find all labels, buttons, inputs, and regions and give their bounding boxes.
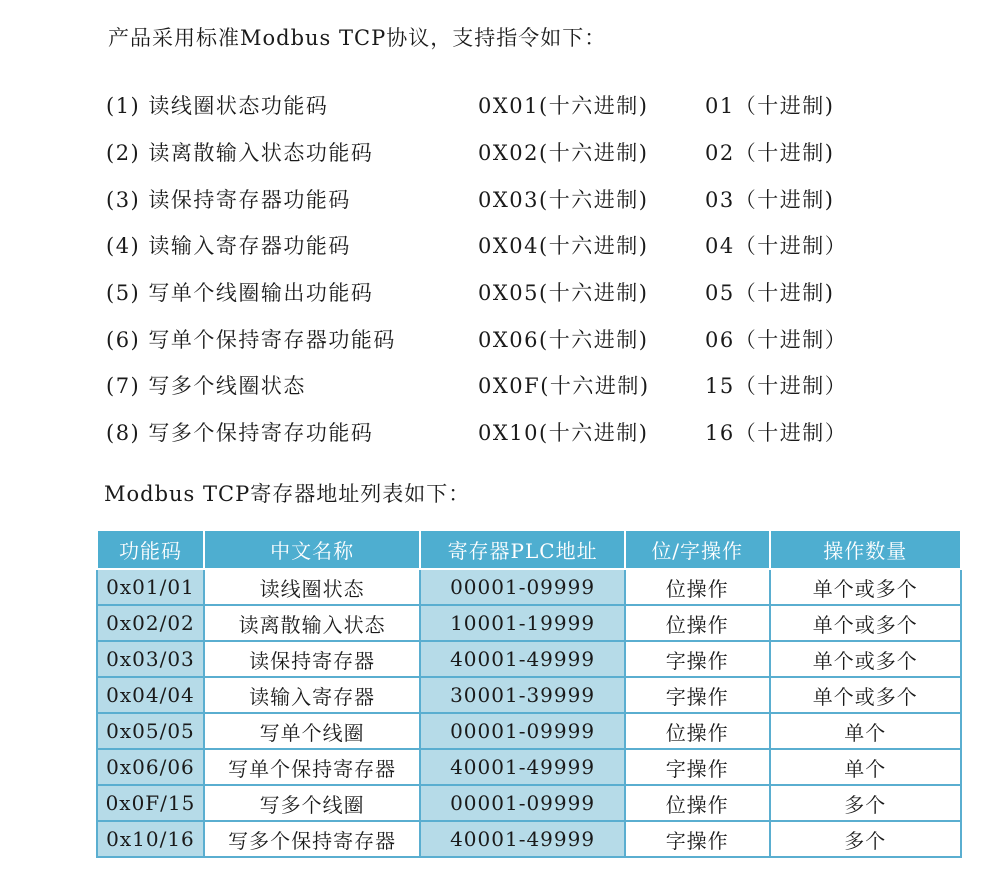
cell-chinese-name: 读线圈状态 <box>204 569 420 605</box>
cell-function-code: 0x03/03 <box>97 641 204 677</box>
function-code-dec: 16（十进制） <box>705 421 848 446</box>
function-code-name: (1) 读线圈状态功能码 <box>106 94 329 119</box>
header-chinese-name: 中文名称 <box>204 530 420 569</box>
cell-function-code: 0x0F/15 <box>97 785 204 821</box>
function-code-item <box>106 129 847 176</box>
function-code-hex: 0X04(十六进制) <box>478 234 649 259</box>
function-code-name: (6) 写单个保持寄存器功能码 <box>106 327 396 352</box>
table-row <box>97 605 961 641</box>
function-code-item <box>106 315 847 362</box>
cell-chinese-name: 写多个线圈 <box>204 785 420 821</box>
cell-chinese-name: 写多个保持寄存器 <box>204 821 420 857</box>
table-row <box>97 641 961 677</box>
cell-op-count: 单个或多个 <box>770 605 962 641</box>
cell-bit-word-op: 位操作 <box>625 785 770 821</box>
cell-op-count: 单个或多个 <box>770 641 962 677</box>
intro-text: 产品采用标准Modbus TCP协议，支持指令如下： <box>108 26 607 50</box>
cell-plc-address: 30001-39999 <box>420 677 625 713</box>
cell-bit-word-op: 字操作 <box>625 821 770 857</box>
cell-chinese-name: 读保持寄存器 <box>204 641 420 677</box>
table-row <box>97 713 961 749</box>
table-row <box>97 821 961 857</box>
function-code-dec: 05（十进制) <box>705 281 835 306</box>
cell-chinese-name: 读离散输入状态 <box>204 605 420 641</box>
cell-op-count: 单个 <box>770 713 962 749</box>
function-code-hex: 0X03(十六进制) <box>478 187 649 212</box>
table-row <box>97 677 961 713</box>
cell-function-code: 0x01/01 <box>97 569 204 605</box>
function-code-dec: 04（十进制） <box>705 234 848 259</box>
function-code-name: (2) 读离散输入状态功能码 <box>106 141 374 166</box>
cell-chinese-name: 写单个线圈 <box>204 713 420 749</box>
function-code-name: (5) 写单个线圈输出功能码 <box>106 281 374 306</box>
function-code-name: (3) 读保持寄存器功能码 <box>106 187 351 212</box>
cell-chinese-name: 读输入寄存器 <box>204 677 420 713</box>
function-code-hex: 0X02(十六进制) <box>478 141 649 166</box>
function-code-name: (7) 写多个线圈状态 <box>106 374 306 399</box>
cell-function-code: 0x10/16 <box>97 821 204 857</box>
cell-plc-address: 40001-49999 <box>420 749 625 785</box>
table-row <box>97 569 961 605</box>
function-code-item <box>106 269 847 316</box>
table-row <box>97 749 961 785</box>
function-code-name: (8) 写多个保持寄存功能码 <box>106 421 374 446</box>
function-code-hex: 0X10(十六进制) <box>478 421 649 446</box>
cell-bit-word-op: 字操作 <box>625 677 770 713</box>
cell-op-count: 多个 <box>770 821 962 857</box>
cell-bit-word-op: 位操作 <box>625 713 770 749</box>
cell-function-code: 0x06/06 <box>97 749 204 785</box>
function-code-hex: 0X0F(十六进制) <box>478 374 650 399</box>
cell-chinese-name: 写单个保持寄存器 <box>204 749 420 785</box>
cell-op-count: 多个 <box>770 785 962 821</box>
cell-plc-address: 40001-49999 <box>420 641 625 677</box>
cell-bit-word-op: 字操作 <box>625 749 770 785</box>
cell-bit-word-op: 位操作 <box>625 605 770 641</box>
header-plc-address: 寄存器PLC地址 <box>420 530 625 569</box>
function-code-dec: 01（十进制) <box>705 94 835 119</box>
function-code-item <box>106 175 847 222</box>
function-code-item <box>106 222 847 269</box>
cell-plc-address: 00001-09999 <box>420 713 625 749</box>
cell-op-count: 单个 <box>770 749 962 785</box>
cell-function-code: 0x05/05 <box>97 713 204 749</box>
function-code-hex: 0X01(十六进制) <box>478 94 649 119</box>
cell-plc-address: 00001-09999 <box>420 785 625 821</box>
table-title: Modbus TCP寄存器地址列表如下： <box>104 482 471 506</box>
function-code-hex: 0X05(十六进制) <box>478 281 649 306</box>
function-code-dec: 03（十进制) <box>705 187 835 212</box>
table-row <box>97 785 961 821</box>
function-code-item <box>106 409 847 456</box>
function-code-name: (4) 读输入寄存器功能码 <box>106 234 351 259</box>
header-bit-word-op: 位/字操作 <box>625 530 770 569</box>
header-op-count: 操作数量 <box>770 530 962 569</box>
cell-op-count: 单个或多个 <box>770 677 962 713</box>
cell-plc-address: 00001-09999 <box>420 569 625 605</box>
table-header-row <box>97 530 961 569</box>
cell-function-code: 0x04/04 <box>97 677 204 713</box>
function-code-dec: 02（十进制) <box>705 141 835 166</box>
function-code-item <box>106 362 847 409</box>
function-code-item <box>106 82 847 129</box>
cell-plc-address: 10001-19999 <box>420 605 625 641</box>
cell-bit-word-op: 字操作 <box>625 641 770 677</box>
header-function-code: 功能码 <box>97 530 204 569</box>
function-code-dec: 06（十进制） <box>705 327 848 352</box>
register-address-table <box>96 529 962 858</box>
cell-plc-address: 40001-49999 <box>420 821 625 857</box>
cell-function-code: 0x02/02 <box>97 605 204 641</box>
function-code-hex: 0X06(十六进制) <box>478 327 649 352</box>
function-code-list <box>106 82 847 456</box>
cell-bit-word-op: 位操作 <box>625 569 770 605</box>
cell-op-count: 单个或多个 <box>770 569 962 605</box>
function-code-dec: 15（十进制） <box>705 374 848 399</box>
